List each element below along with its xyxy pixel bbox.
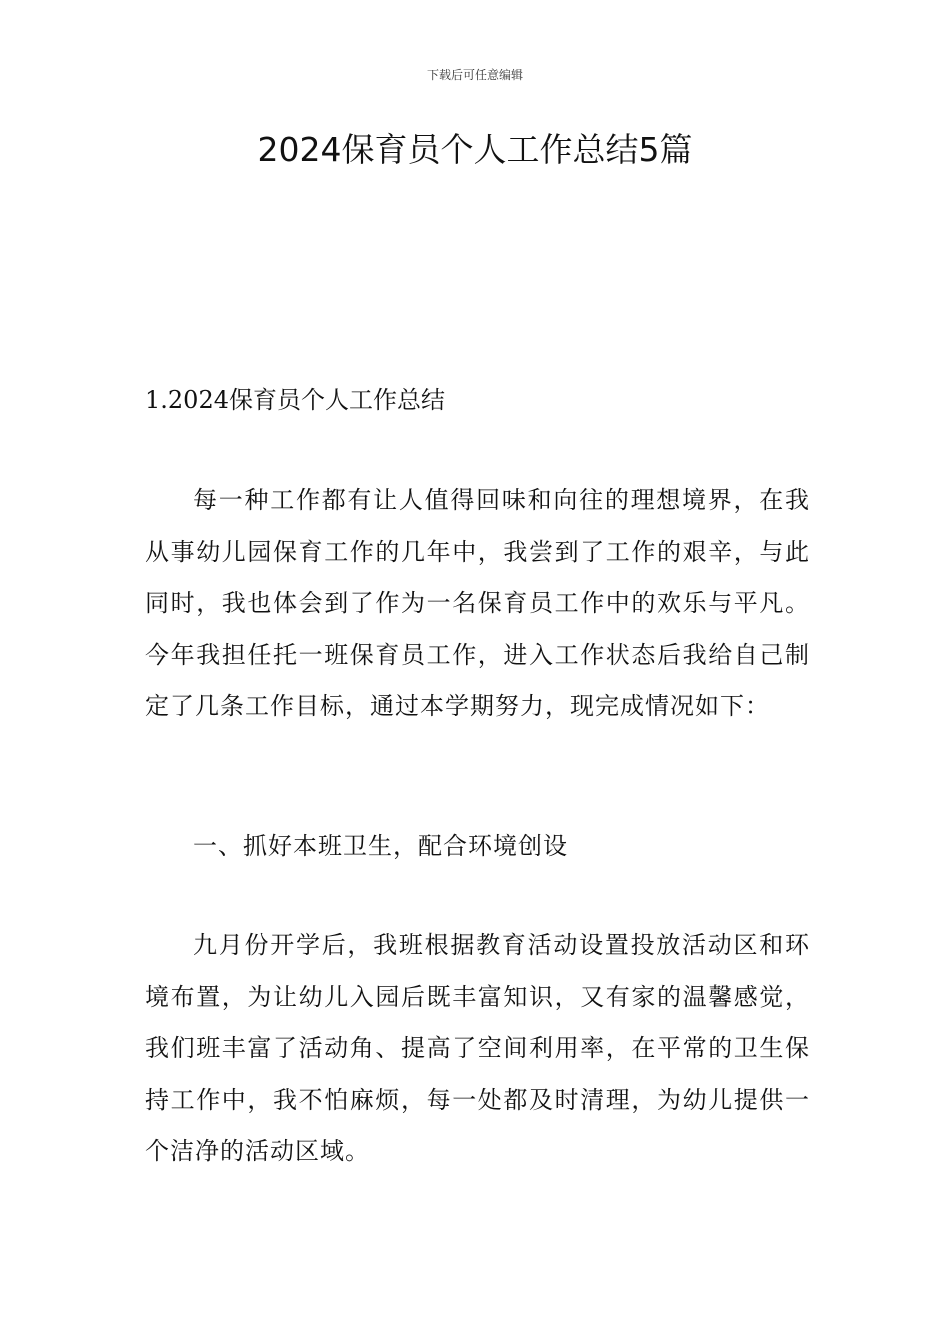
- body-paragraph-1: 每一种工作都有让人值得回味和向往的理想境界，在我从事幼儿园保育工作的几年中，我尝到了工作的艰辛，与此同时，我也体会到了作为一名保育员工作中的欢乐与平凡。今年我担任托一班保育员工作，进入工作状态后我给自己制定了几条工作目标，通过本学期努力，现完成情况如下：: [145, 486, 810, 720]
- body-paragraph-2: 九月份开学后，我班根据教育活动设置投放活动区和环境布置，为让幼儿入园后既丰富知识，又有家的温馨感觉，我们班丰富了活动角、提高了空间利用率，在平常的卫生保持工作中，我不怕麻烦，每一处都及时清理，为幼儿提供一个洁净的活动区域。: [145, 931, 810, 1165]
- document-title: 2024保育员个人工作总结5篇: [257, 130, 693, 169]
- page-header-note: 下载后可任意编辑: [426, 68, 523, 82]
- subheading-1: 一、抓好本班卫生，配合环境创设: [193, 832, 568, 860]
- section-heading: 1.2024保育员个人工作总结: [145, 386, 445, 414]
